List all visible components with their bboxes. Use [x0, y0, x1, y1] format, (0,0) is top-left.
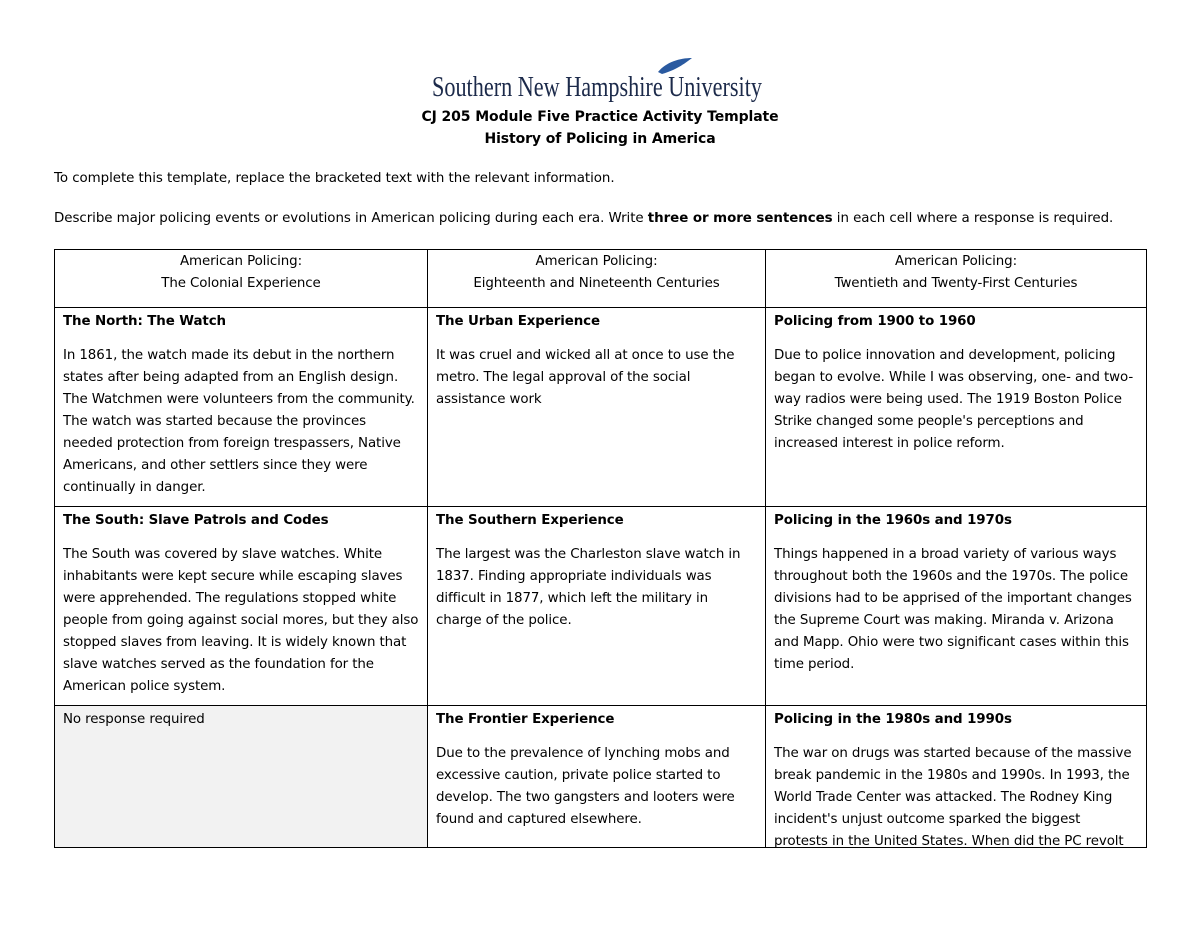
cell-heading: The North: The Watch: [63, 314, 226, 329]
policing-history-table: [54, 249, 1147, 848]
cell-body[interactable]: The largest was the Charleston slave watch in 1837. Finding appropriate individuals was difficult in 1877, which left the military in charge of the police.: [436, 547, 741, 628]
cell-heading: The Frontier Experience: [436, 712, 615, 727]
table-cell-shaded: [55, 706, 428, 848]
instructions-line-1: To complete this template, replace the bracketed text with the relevant information.: [54, 171, 615, 186]
cell-body[interactable]: The South was covered by slave watches. White inhabitants were kept secure while escaping slaves were apprehended. The regulations stopped white people from going against social mores, but they also stopped slaves from leaving. It is widely known that slave watches served as the foundation for the American police system.: [63, 547, 419, 694]
column-header-20th-21st: [766, 250, 1147, 308]
cell-heading: The Urban Experience: [436, 314, 600, 329]
column-header-line: Twentieth and Twenty-First Centuries: [834, 276, 1078, 291]
table-header-row: [55, 250, 1147, 308]
table-cell[interactable]: [428, 507, 766, 706]
cell-heading: The South: Slave Patrols and Codes: [63, 513, 329, 528]
column-header-line: American Policing:: [535, 254, 658, 269]
column-header-line: The Colonial Experience: [161, 276, 321, 291]
table-cell[interactable]: [428, 308, 766, 507]
table-row: [55, 308, 1147, 507]
table-cell[interactable]: [55, 507, 428, 706]
table-cell[interactable]: [766, 706, 1147, 848]
column-header-line: American Policing:: [895, 254, 1017, 269]
cell-body[interactable]: Due to police innovation and development, policing began to evolve. While I was observing, one- and two-way radios were being used. The 1919 Boston Police Strike changed some people's perceptions and increased interest in police reform.: [774, 348, 1134, 451]
cell-heading: Policing in the 1980s and 1990s: [774, 712, 1012, 727]
column-header-line: American Policing:: [180, 254, 302, 269]
cell-heading: The Southern Experience: [436, 513, 624, 528]
cell-heading: Policing from 1900 to 1960: [774, 314, 976, 329]
column-header-18th-19th: [428, 250, 766, 308]
cell-heading: Policing in the 1960s and 1970s: [774, 513, 1012, 528]
no-response-label: No response required: [63, 712, 205, 727]
table-row: [55, 507, 1147, 706]
document-title: CJ 205 Module Five Practice Activity Template: [421, 109, 779, 125]
table-row: [55, 706, 1147, 848]
cell-body[interactable]: The war on drugs was started because of the massive break pandemic in the 1980s and 1990s. In 1993, the World Trade Center was attacked. The Rodney King incident's unjust outcome sparked the biggest protests in the United States. When did the PC revolt: [774, 746, 1132, 849]
table-cell[interactable]: [766, 507, 1147, 706]
cell-body[interactable]: It was cruel and wicked all at once to use the metro. The legal approval of the social assistance work: [436, 348, 735, 407]
table-cell[interactable]: [428, 706, 766, 848]
cell-body[interactable]: Due to the prevalence of lynching mobs and excessive caution, private police started to develop. The two gangsters and looters were found and captured elsewhere.: [436, 746, 735, 827]
table-cell[interactable]: [766, 308, 1147, 507]
logo-text: Southern New Hampshire University: [432, 71, 763, 103]
instructions-line-2-prefix: Describe major policing events or evolutions in American policing during each era. Write: [54, 211, 648, 226]
instructions-line-2: [54, 210, 1146, 228]
document-subtitle: History of Policing in America: [484, 131, 716, 147]
university-logo: [0, 58, 1200, 104]
cell-body[interactable]: In 1861, the watch made its debut in the northern states after being adapted from an English design. The Watchmen were volunteers from the community. The watch was started because the provinces needed protection from foreign trespassers, Native Americans, and other settlers since they were continually in danger.: [63, 348, 415, 495]
column-header-line: Eighteenth and Nineteenth Centuries: [473, 276, 720, 291]
document-titles: [0, 106, 1200, 150]
table-cell[interactable]: [55, 308, 428, 507]
instructions-line-2-bold: three or more sentences: [647, 211, 833, 226]
instructions-line-2-suffix: in each cell where a response is required.: [832, 211, 1114, 226]
logo-graphic: [430, 58, 770, 104]
column-header-colonial: [55, 250, 428, 308]
cell-body[interactable]: Things happened in a broad variety of various ways throughout both the 1960s and the 1970s. The police divisions had to be apprised of the important changes the Supreme Court was making. Miranda v. Arizona and Mapp. Ohio were two significant cases within this time period.: [774, 547, 1132, 672]
